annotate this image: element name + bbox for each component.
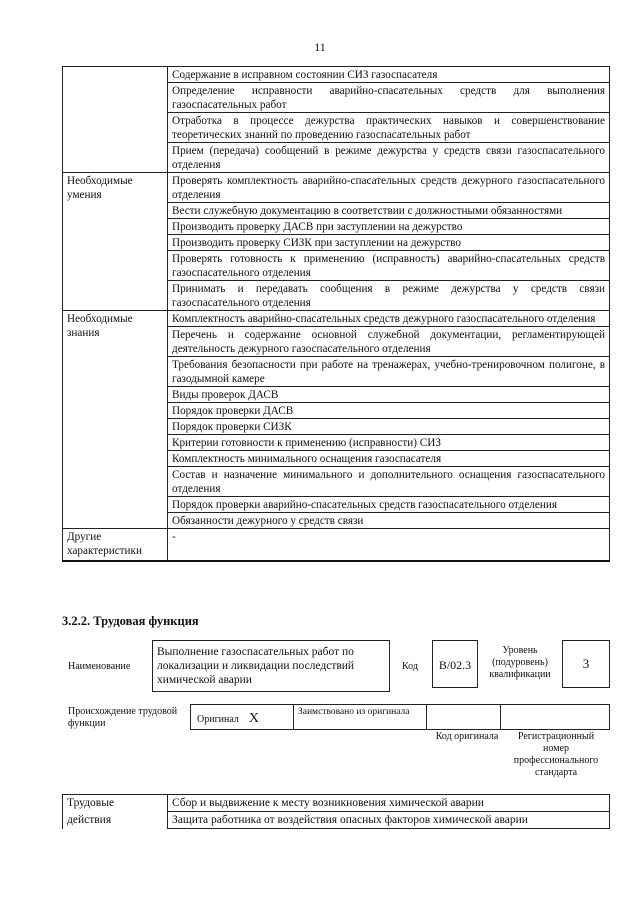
duty-action-row bbox=[63, 67, 610, 83]
original-label: Оригинал bbox=[197, 714, 239, 725]
origin-row bbox=[190, 704, 610, 730]
duty-action-item: Содержание в исправном состоянии СИЗ газоспасателя bbox=[168, 67, 610, 83]
code-value-box: В/02.3 bbox=[432, 640, 478, 688]
registration-cell bbox=[501, 705, 609, 729]
knowledge-row bbox=[63, 311, 610, 327]
knowledge-item: Порядок проверки СИЗК bbox=[168, 419, 610, 435]
skill-item: Производить проверку ДАСВ при заступлении на дежурство bbox=[168, 219, 610, 235]
skill-item: Проверять комплектность аварийно-спасательных средств дежурного газоспасательного отделения bbox=[168, 173, 610, 203]
knowledge-item: Комплектность минимального оснащения газоспасателя bbox=[168, 451, 610, 467]
borrowed-cell: Заимствовано из оригинала bbox=[294, 705, 427, 729]
other-label: Другие характеристики bbox=[63, 529, 168, 562]
labor-actions-table bbox=[62, 794, 610, 829]
code-original-label: Код оригинала bbox=[435, 731, 499, 742]
skill-item: Вести служебную документацию в соответствии с должностными обязанностями bbox=[168, 203, 610, 219]
function-details-table bbox=[62, 66, 610, 562]
skill-row bbox=[63, 173, 610, 203]
level-value-box: 3 bbox=[562, 640, 610, 688]
knowledge-item: Комплектность аварийно-спасательных средств дежурного газоспасательного отделения bbox=[168, 311, 610, 327]
registration-label: Регистрационный номер профессионального стандарта bbox=[513, 731, 599, 778]
knowledge-item: Перечень и содержание основной служебной документации, регламентирующей деятельность дежурного газоспасательного отделения bbox=[168, 327, 610, 357]
labor-actions-label-bottom: действия bbox=[63, 812, 168, 829]
knowledge-label: Необходимые знания bbox=[63, 311, 168, 529]
labor-action-row bbox=[63, 812, 610, 829]
knowledge-item: Требования безопасности при работе на тренажерах, учебно-тренировочном полигоне, в газодымной камере bbox=[168, 357, 610, 387]
original-cell bbox=[191, 705, 294, 729]
other-row bbox=[63, 529, 610, 562]
code-label: Код bbox=[402, 661, 418, 672]
duty-action-item: Прием (передача) сообщений в режиме дежурства у средств связи газоспасательного отделения bbox=[168, 143, 610, 173]
name-label: Наименование bbox=[68, 661, 131, 672]
knowledge-item: Виды проверок ДАСВ bbox=[168, 387, 610, 403]
knowledge-item: Порядок проверки аварийно-спасательных средств газоспасательного отделения bbox=[168, 497, 610, 513]
labor-actions-label-top: Трудовые bbox=[63, 795, 168, 812]
knowledge-item: Критерии готовности к применению (исправности) СИЗ bbox=[168, 435, 610, 451]
labor-action-item: Сбор и выдвижение к месту возникновения химической аварии bbox=[168, 795, 610, 812]
labor-action-row bbox=[63, 795, 610, 812]
skill-item: Проверять готовность к применению (исправность) аварийно-спасательных средств газоспасательного отделения bbox=[168, 251, 610, 281]
skill-item: Принимать и передавать сообщения в режиме дежурства у средств связи газоспасательного отделения bbox=[168, 281, 610, 311]
level-label: Уровень (подуровень) квалификации bbox=[489, 645, 551, 680]
other-value: - bbox=[168, 529, 610, 562]
function-name-box: Выполнение газоспасательных работ по локализации и ликвидации последствий химической аварии bbox=[152, 640, 390, 692]
knowledge-item: Порядок проверки ДАСВ bbox=[168, 403, 610, 419]
duty-action-item: Отработка в процессе дежурства практических навыков и совершенствование теоретических знаний по проведению газоспасательных работ bbox=[168, 113, 610, 143]
skill-label: Необходимые умения bbox=[63, 173, 168, 311]
origin-label: Происхождение трудовой функции bbox=[68, 706, 178, 729]
skill-item: Производить проверку СИЗК при заступлении на дежурство bbox=[168, 235, 610, 251]
knowledge-item: Обязанности дежурного у средств связи bbox=[168, 513, 610, 529]
knowledge-item: Состав и назначение минимального и дополнительного оснащения газоспасательного отделения bbox=[168, 467, 610, 497]
code-original-cell bbox=[427, 705, 501, 729]
duty-action-label bbox=[63, 67, 168, 173]
labor-action-item: Защита работника от воздействия опасных факторов химической аварии bbox=[168, 812, 610, 829]
duty-action-item: Определение исправности аварийно-спасательных средств для выполнения газоспасательных работ bbox=[168, 83, 610, 113]
original-mark: X bbox=[248, 711, 260, 726]
page-number: 11 bbox=[314, 40, 326, 54]
section-heading: 3.2.2. Трудовая функция bbox=[62, 614, 199, 628]
